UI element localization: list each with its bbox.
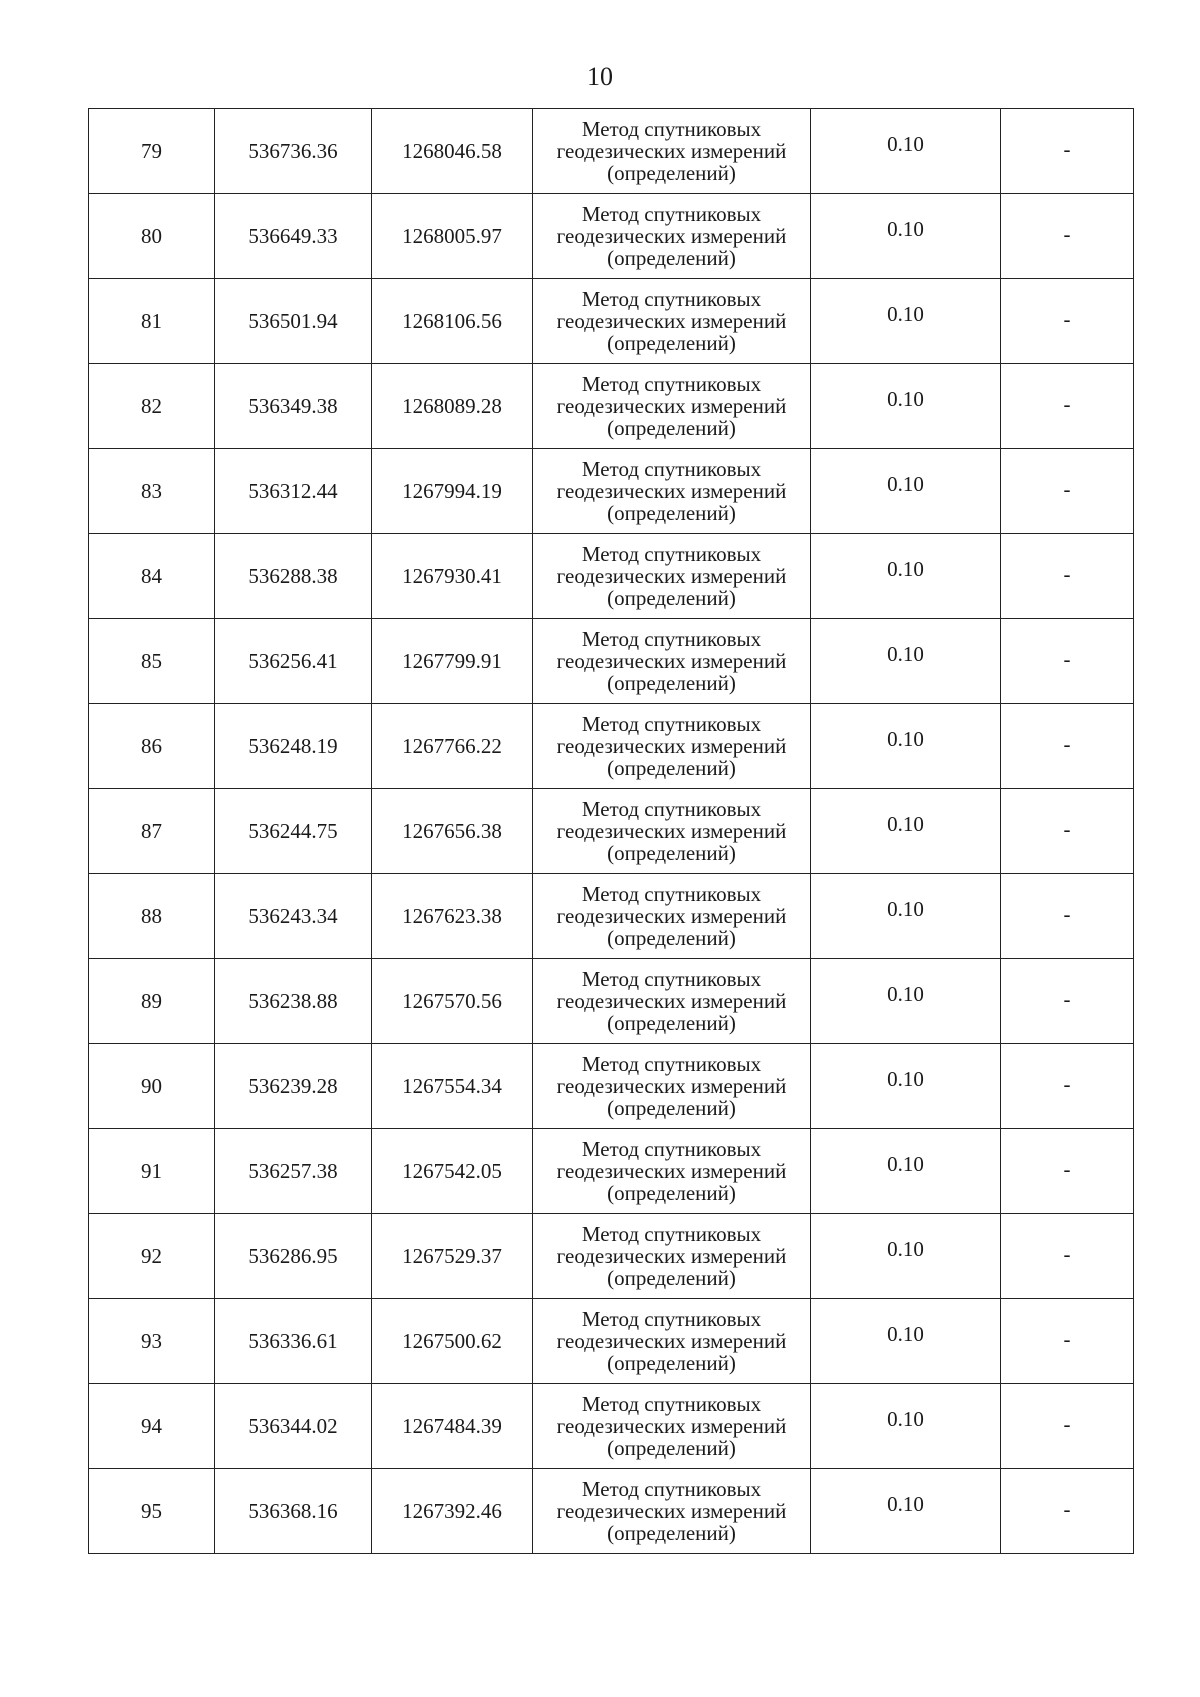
coordinate-y-cell: 1267392.46 bbox=[372, 1469, 533, 1554]
accuracy-cell: 0.10 bbox=[811, 534, 1001, 619]
table-row bbox=[89, 704, 1134, 789]
coordinate-y-cell: 1268005.97 bbox=[372, 194, 533, 279]
method-line: (определений) bbox=[607, 1266, 736, 1290]
extra-cell: - bbox=[1001, 619, 1134, 704]
table-row bbox=[89, 279, 1134, 364]
method-cell bbox=[533, 1129, 811, 1214]
accuracy-cell: 0.10 bbox=[811, 109, 1001, 194]
method-cell bbox=[533, 449, 811, 534]
extra-cell: - bbox=[1001, 1214, 1134, 1299]
method-line: Метод спутниковых bbox=[581, 1052, 762, 1076]
accuracy-cell: 0.10 bbox=[811, 1044, 1001, 1129]
table-row bbox=[89, 1129, 1134, 1214]
extra-cell: - bbox=[1001, 1129, 1134, 1214]
method-line: (определений) bbox=[607, 1096, 736, 1120]
method-line: геодезических измерений bbox=[556, 649, 787, 673]
method-line: Метод спутниковых bbox=[581, 202, 762, 226]
table-row bbox=[89, 1384, 1134, 1469]
coordinate-x-cell: 536238.88 bbox=[215, 959, 372, 1044]
method-line: геодезических измерений bbox=[556, 1414, 787, 1438]
coordinate-y-cell: 1267500.62 bbox=[372, 1299, 533, 1384]
coordinate-x-cell: 536243.34 bbox=[215, 874, 372, 959]
method-line: Метод спутниковых bbox=[581, 967, 762, 991]
coordinate-x-cell: 536344.02 bbox=[215, 1384, 372, 1469]
extra-cell: - bbox=[1001, 1384, 1134, 1469]
method-line: геодезических измерений bbox=[556, 734, 787, 758]
method-line: Метод спутниковых bbox=[581, 627, 762, 651]
coordinate-y-cell: 1267554.34 bbox=[372, 1044, 533, 1129]
method-line: Метод спутниковых bbox=[581, 797, 762, 821]
method-line: геодезических измерений bbox=[556, 904, 787, 928]
method-line: (определений) bbox=[607, 926, 736, 950]
method-line: Метод спутниковых bbox=[581, 1392, 762, 1416]
method-line: геодезических измерений bbox=[556, 394, 787, 418]
extra-cell: - bbox=[1001, 789, 1134, 874]
point-number-cell: 88 bbox=[89, 874, 215, 959]
accuracy-cell: 0.10 bbox=[811, 194, 1001, 279]
coordinate-x-cell: 536244.75 bbox=[215, 789, 372, 874]
coordinate-x-cell: 536736.36 bbox=[215, 109, 372, 194]
method-line: (определений) bbox=[607, 501, 736, 525]
accuracy-cell: 0.10 bbox=[811, 704, 1001, 789]
method-line: геодезических измерений bbox=[556, 1329, 787, 1353]
coordinate-x-cell: 536312.44 bbox=[215, 449, 372, 534]
method-line: Метод спутниковых bbox=[581, 882, 762, 906]
method-cell bbox=[533, 109, 811, 194]
method-line: (определений) bbox=[607, 1181, 736, 1205]
coordinate-y-cell: 1267529.37 bbox=[372, 1214, 533, 1299]
point-number-cell: 85 bbox=[89, 619, 215, 704]
method-cell bbox=[533, 194, 811, 279]
method-cell bbox=[533, 874, 811, 959]
extra-cell: - bbox=[1001, 449, 1134, 534]
method-cell bbox=[533, 1384, 811, 1469]
accuracy-cell: 0.10 bbox=[811, 364, 1001, 449]
method-line: (определений) bbox=[607, 841, 736, 865]
method-line: Метод спутниковых bbox=[581, 542, 762, 566]
method-line: геодезических измерений bbox=[556, 479, 787, 503]
point-number-cell: 81 bbox=[89, 279, 215, 364]
extra-cell: - bbox=[1001, 1044, 1134, 1129]
coordinate-x-cell: 536368.16 bbox=[215, 1469, 372, 1554]
method-line: (определений) bbox=[607, 1436, 736, 1460]
point-number-cell: 95 bbox=[89, 1469, 215, 1554]
method-cell bbox=[533, 364, 811, 449]
coordinate-x-cell: 536248.19 bbox=[215, 704, 372, 789]
method-cell bbox=[533, 1044, 811, 1129]
table-row bbox=[89, 959, 1134, 1044]
coordinate-y-cell: 1267484.39 bbox=[372, 1384, 533, 1469]
coordinate-y-cell: 1268106.56 bbox=[372, 279, 533, 364]
method-line: геодезических измерений bbox=[556, 564, 787, 588]
method-line: (определений) bbox=[607, 246, 736, 270]
point-number-cell: 94 bbox=[89, 1384, 215, 1469]
point-number-cell: 87 bbox=[89, 789, 215, 874]
point-number-cell: 90 bbox=[89, 1044, 215, 1129]
method-line: (определений) bbox=[607, 416, 736, 440]
point-number-cell: 86 bbox=[89, 704, 215, 789]
accuracy-cell: 0.10 bbox=[811, 1214, 1001, 1299]
point-number-cell: 89 bbox=[89, 959, 215, 1044]
method-cell bbox=[533, 789, 811, 874]
point-number-cell: 83 bbox=[89, 449, 215, 534]
method-line: (определений) bbox=[607, 1521, 736, 1545]
coordinate-y-cell: 1267542.05 bbox=[372, 1129, 533, 1214]
method-line: геодезических измерений bbox=[556, 1499, 787, 1523]
coordinate-x-cell: 536239.28 bbox=[215, 1044, 372, 1129]
coordinate-x-cell: 536349.38 bbox=[215, 364, 372, 449]
extra-cell: - bbox=[1001, 874, 1134, 959]
coordinate-y-cell: 1267766.22 bbox=[372, 704, 533, 789]
point-number-cell: 93 bbox=[89, 1299, 215, 1384]
coordinate-y-cell: 1267656.38 bbox=[372, 789, 533, 874]
accuracy-cell: 0.10 bbox=[811, 279, 1001, 364]
accuracy-cell: 0.10 bbox=[811, 874, 1001, 959]
method-cell bbox=[533, 959, 811, 1044]
accuracy-cell: 0.10 bbox=[811, 1299, 1001, 1384]
table-row bbox=[89, 874, 1134, 959]
accuracy-cell: 0.10 bbox=[811, 1129, 1001, 1214]
method-line: (определений) bbox=[607, 756, 736, 780]
method-cell bbox=[533, 619, 811, 704]
accuracy-cell: 0.10 bbox=[811, 1384, 1001, 1469]
coordinates-table-body bbox=[89, 109, 1134, 1554]
method-line: Метод спутниковых bbox=[581, 712, 762, 736]
table-row bbox=[89, 1469, 1134, 1554]
accuracy-cell: 0.10 bbox=[811, 619, 1001, 704]
method-line: (определений) bbox=[607, 161, 736, 185]
method-cell bbox=[533, 1214, 811, 1299]
point-number-cell: 92 bbox=[89, 1214, 215, 1299]
extra-cell: - bbox=[1001, 109, 1134, 194]
method-line: Метод спутниковых bbox=[581, 1477, 762, 1501]
coordinate-x-cell: 536501.94 bbox=[215, 279, 372, 364]
method-cell bbox=[533, 534, 811, 619]
accuracy-cell: 0.10 bbox=[811, 959, 1001, 1044]
coordinate-y-cell: 1267570.56 bbox=[372, 959, 533, 1044]
point-number-cell: 82 bbox=[89, 364, 215, 449]
method-line: геодезических измерений bbox=[556, 819, 787, 843]
method-line: (определений) bbox=[607, 1351, 736, 1375]
table-row bbox=[89, 364, 1134, 449]
method-line: Метод спутниковых bbox=[581, 117, 762, 141]
method-line: (определений) bbox=[607, 671, 736, 695]
coordinate-x-cell: 536256.41 bbox=[215, 619, 372, 704]
table-row bbox=[89, 619, 1134, 704]
coordinate-x-cell: 536649.33 bbox=[215, 194, 372, 279]
method-cell bbox=[533, 1469, 811, 1554]
method-line: Метод спутниковых bbox=[581, 372, 762, 396]
table-row bbox=[89, 109, 1134, 194]
coordinate-x-cell: 536336.61 bbox=[215, 1299, 372, 1384]
point-number-cell: 91 bbox=[89, 1129, 215, 1214]
point-number-cell: 79 bbox=[89, 109, 215, 194]
extra-cell: - bbox=[1001, 1469, 1134, 1554]
extra-cell: - bbox=[1001, 364, 1134, 449]
coordinate-x-cell: 536257.38 bbox=[215, 1129, 372, 1214]
method-cell bbox=[533, 1299, 811, 1384]
method-line: геодезических измерений bbox=[556, 1244, 787, 1268]
method-line: геодезических измерений bbox=[556, 224, 787, 248]
table-row bbox=[89, 1214, 1134, 1299]
method-line: Метод спутниковых bbox=[581, 287, 762, 311]
table-row bbox=[89, 1299, 1134, 1384]
method-line: геодезических измерений bbox=[556, 989, 787, 1013]
extra-cell: - bbox=[1001, 1299, 1134, 1384]
extra-cell: - bbox=[1001, 959, 1134, 1044]
method-line: Метод спутниковых bbox=[581, 1137, 762, 1161]
coordinate-y-cell: 1267930.41 bbox=[372, 534, 533, 619]
point-number-cell: 84 bbox=[89, 534, 215, 619]
method-line: геодезических измерений bbox=[556, 1159, 787, 1183]
accuracy-cell: 0.10 bbox=[811, 1469, 1001, 1554]
method-line: (определений) bbox=[607, 586, 736, 610]
table-row bbox=[89, 1044, 1134, 1129]
point-number-cell: 80 bbox=[89, 194, 215, 279]
coordinates-table bbox=[88, 108, 1134, 1554]
method-line: Метод спутниковых bbox=[581, 1307, 762, 1331]
accuracy-cell: 0.10 bbox=[811, 789, 1001, 874]
table-row bbox=[89, 789, 1134, 874]
coordinate-y-cell: 1268046.58 bbox=[372, 109, 533, 194]
coordinate-x-cell: 536286.95 bbox=[215, 1214, 372, 1299]
method-line: геодезических измерений bbox=[556, 139, 787, 163]
coordinate-y-cell: 1267799.91 bbox=[372, 619, 533, 704]
method-line: Метод спутниковых bbox=[581, 1222, 762, 1246]
table-row bbox=[89, 194, 1134, 279]
extra-cell: - bbox=[1001, 534, 1134, 619]
table-row bbox=[89, 534, 1134, 619]
coordinate-y-cell: 1267994.19 bbox=[372, 449, 533, 534]
extra-cell: - bbox=[1001, 194, 1134, 279]
coordinate-x-cell: 536288.38 bbox=[215, 534, 372, 619]
extra-cell: - bbox=[1001, 279, 1134, 364]
coordinate-y-cell: 1268089.28 bbox=[372, 364, 533, 449]
table-row bbox=[89, 449, 1134, 534]
method-cell bbox=[533, 704, 811, 789]
method-line: геодезических измерений bbox=[556, 309, 787, 333]
coordinate-y-cell: 1267623.38 bbox=[372, 874, 533, 959]
method-cell bbox=[533, 279, 811, 364]
page-number: 10 bbox=[587, 62, 613, 91]
method-line: (определений) bbox=[607, 1011, 736, 1035]
accuracy-cell: 0.10 bbox=[811, 449, 1001, 534]
method-line: Метод спутниковых bbox=[581, 457, 762, 481]
method-line: (определений) bbox=[607, 331, 736, 355]
method-line: геодезических измерений bbox=[556, 1074, 787, 1098]
extra-cell: - bbox=[1001, 704, 1134, 789]
